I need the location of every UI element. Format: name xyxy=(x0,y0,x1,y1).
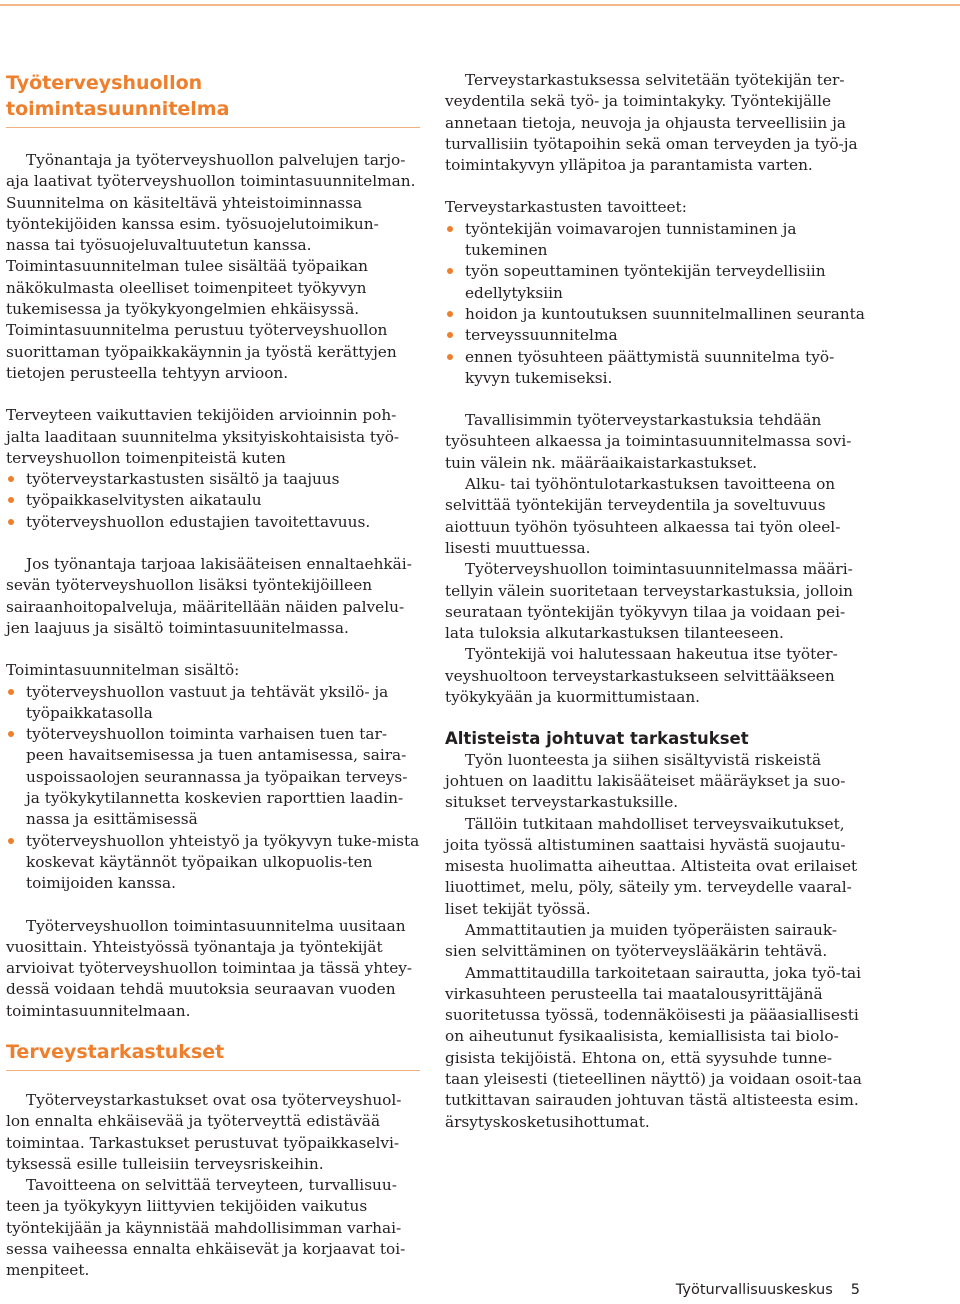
list-item: hoidon ja kuntoutuksen suunnitelmallinen seuranta xyxy=(445,304,865,325)
bullet-list xyxy=(445,219,865,389)
list-item: työpaikkaselvitysten aikataulu xyxy=(6,490,420,511)
paragraph: Toimintasuunnitelman sisältö: xyxy=(6,661,240,680)
paragraph: Tavoitteena on selvittää terveyteen, turvallisuu-teen ja työkykyyn liittyvien tekijöiden vaikutus työntekijään ja käynnistää mahdollisimman varhai-sessa vaiheessa ennalta ehkäisevät ja korjaavat toi-menpiteet. xyxy=(6,1176,406,1280)
list-item: työn sopeuttaminen työntekijän terveydellisiin edellytyksiin xyxy=(445,261,865,304)
list-item: työterveystarkastusten sisältö ja taajuus xyxy=(6,469,420,490)
paragraph: Ammattitautien ja muiden työperäisten sairauk-sien selvittäminen on työterveyslääkärin tehtävä. xyxy=(445,920,838,961)
paragraph: Tällöin tutkitaan mahdolliset terveysvaikutukset, joita työssä altistuminen saattaisi hyvästä suojautu-misesta huolimatta aiheuttaa. Altisteita ovat erilaiset liuottimet, melu, pöly, säteily ym. terveydelle vaaral-liset tekijät työssä. xyxy=(445,814,858,918)
section-heading-toimintasuunnitelma: Työterveyshuollon toimintasuunnitelma xyxy=(6,70,420,128)
paragraph: Toimintasuunnitelma perustuu työterveyshuollon suorittaman työpaikkakäynnin ja työstä kerättyjen tietojen perusteella tehtyyn arvioon. xyxy=(6,321,397,382)
list-item: työntekijän voimavarojen tunnistaminen ja tukeminen xyxy=(445,219,865,262)
paragraph: Alku- tai työhöntulotarkastuksen tavoitteena on selvittää työntekijän terveydentila ja soveltuvuus aiottuun työhön työsuhteen alkaessa tai työn oleel-lisesti muuttuessa. xyxy=(445,475,841,557)
bullet-list xyxy=(6,682,420,895)
paragraph: Terveystarkastuksessa selvitetään työtekijän ter-veydentila sekä työ- ja toimintakyky. Työntekijälle annetaan tietoja, neuvoja ja ohjausta terveellisiin ja turvallisiin työtapoihin sekä oman terveyden ja työ-ja toimintakyvyn ylläpitoa ja parantamista varten. xyxy=(445,71,858,175)
list-item: työterveyshuollon edustajien tavoitettavuus. xyxy=(6,512,420,533)
paragraph: Terveyteen vaikuttavien tekijöiden arvioinnin poh-jalta laaditaan suunnitelma yksityiskohtaisista työ-terveyshuollon toimenpiteistä kuten xyxy=(6,406,400,467)
page-number: 5 xyxy=(850,1282,860,1298)
paragraph: Työterveystarkastukset ovat osa työterveyshuol-lon ennalta ehkäisevää ja työterveyttä edistävää toimintaa. Tarkastukset perustuvat työpaikkaselvi-tyksessä esille tulleisiin terveysriskeihin. xyxy=(6,1090,402,1173)
paragraph: Jos työnantaja tarjoaa lakisääteisen ennaltaehkäi-sevän työterveyshuollon lisäksi työntekijöilleen sairaanhoitopalveluja, määritellään näiden palvelu-jen laajuus ja sisältö toimintasuunitelmassa. xyxy=(6,555,412,637)
bullet-list xyxy=(6,469,420,533)
paragraph: Työterveyshuollon toimintasuunnitelmassa määri-tellyin välein suoritetaan terveystarkastuksia, jolloin seurataan työntekijän työkyvyn tilaa ja voidaan pei-lata tuloksia alkutarkastuksen tilanteeseen. xyxy=(445,560,854,643)
publisher-name: Työturvallisuuskeskus xyxy=(675,1282,833,1298)
right-column xyxy=(445,70,865,1133)
paragraph: Työterveyshuollon toimintasuunnitelma uusitaan vuosittain. Yhteistyössä työnantaja ja työntekijät arvioivat työterveyshuollon toimintaa ja tässä yhtey-dessä voidaan tehdä muutoksia seuraavan vuoden toimintasuunnitelmaan. xyxy=(6,916,413,1020)
paragraph: Tavallisimmin työterveystarkastuksia tehdään työsuhteen alkaessa ja toimintasuunnitelmassa sovi-tuin välein nk. määräaikaistarkastukset. xyxy=(445,411,852,472)
list-item: työterveyshuollon vastuut ja tehtävät yksilö- ja työpaikkatasolla xyxy=(6,682,420,725)
paragraph: Työntekijä voi halutessaan hakeutua itse työter-veyshuoltoon terveystarkastukseen selvittääkseen työkykyään ja kuormittumistaan. xyxy=(445,645,838,707)
paragraph: Terveystarkastusten tavoitteet: xyxy=(445,198,687,217)
list-item: työterveyshuollon yhteistyö ja työkyvyn tuke-mista koskevat käytännöt työpaikan ulkopuolis-ten toimijoiden kanssa. xyxy=(6,831,420,895)
list-item: ennen työsuhteen päättymistä suunnitelma työ-kyvyn tukemiseksi. xyxy=(445,347,865,390)
paragraph: Toimintasuunnitelman tulee sisältää työpaikan näkökulmasta oleelliset toimenpiteet työkyvyn tukemisessa ja työkykyongelmien ehkäisyssä. xyxy=(6,257,368,319)
list-item: terveyssuunnitelma xyxy=(445,325,865,346)
subheading-altisteet: Altisteista johtuvat tarkastukset xyxy=(445,729,749,749)
paragraph: Työnantaja ja työterveyshuollon palvelujen tarjo-aja laativat työterveyshuollon toimintasuunnitelman. Suunnitelma on käsiteltävä yhteistoiminnassa työntekijöiden kanssa esim. työsuojelutoimikun-nassa tai työsuojeluvaltuutetun kanssa. xyxy=(6,151,416,255)
page-footer xyxy=(640,1282,860,1298)
section-heading-terveystarkastukset: Terveystarkastukset xyxy=(6,1039,420,1071)
top-rule xyxy=(0,4,960,6)
paragraph: Työn luonteesta ja siihen sisältyvistä riskeistä johtuen on laadittu lakisääteiset määräykset ja suo-situkset terveystarkastuksille. xyxy=(445,750,846,812)
list-item: työterveyshuollon toiminta varhaisen tuen tar-peen havaitsemisessa ja tuen antamisessa, saira-uspoissaolojen seurannassa ja työpaikan terveys-ja työkykytilannetta koskevien raporttien laadin-nassa ja esittämisessä xyxy=(6,724,420,830)
left-column xyxy=(6,70,420,1282)
paragraph: Ammattitaudilla tarkoitetaan sairautta, joka työ-tai virkasuhteen perusteella tai maatalousyrittäjänä suoritetussa työssä, todennäköisesti ja pääasiallisesti on aiheutunut fysikaalisista, kemiallisista tai biolo-gisista tekijöistä. Ehtona on, että syysuhde tunne-taan yleisesti (tieteellinen näyttö) ja voidaan osoit-taa tutkittavan sairauden johtuvan tästä altisteesta esim. ärsytyskosketusihottumat. xyxy=(445,963,862,1131)
